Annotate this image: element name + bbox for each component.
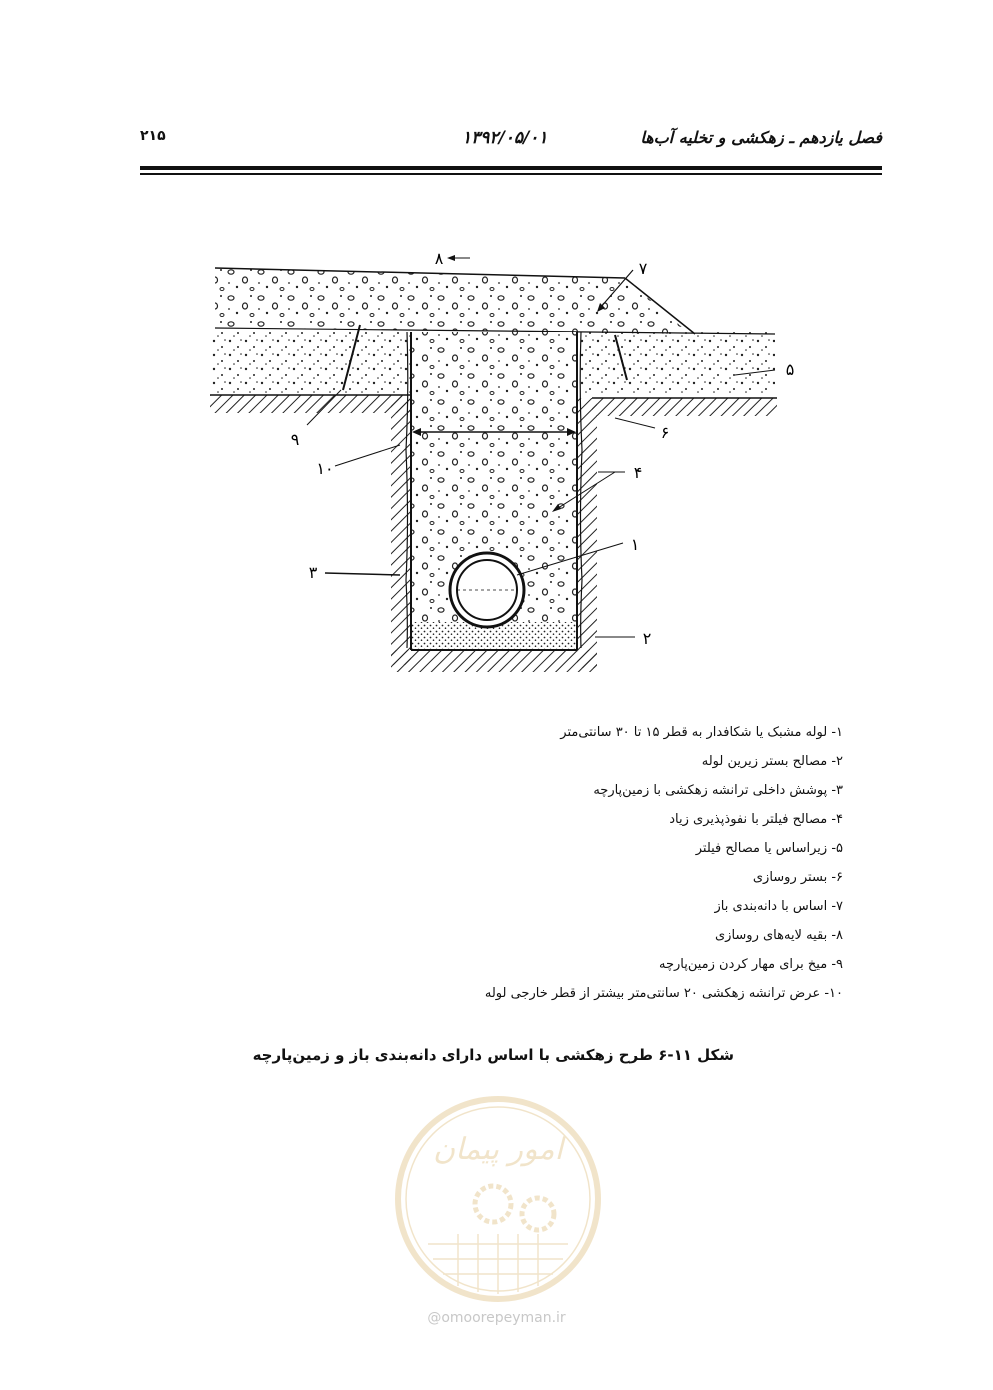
callout-1: ۱ <box>630 535 640 554</box>
legend-item: ۶- بستر روسازی <box>752 870 843 885</box>
legend-item: ۵- زیراساس یا مصالح فیلتر <box>695 841 843 856</box>
callout-10: ۱۰ <box>316 459 334 478</box>
page-header <box>140 128 882 158</box>
callout-8: ۸ <box>434 249 444 268</box>
legend-item: ۳- پوشش داخلی ترانشه زهکشی با زمین‌پارچه <box>593 783 843 798</box>
legend-item: ۱- لوله مشبک یا شکافدار به قطر ۱۵ تا ۳۰ سانتی‌متر <box>560 725 843 740</box>
watermark-url: @omoorepeyman.ir <box>427 1310 566 1326</box>
watermark-logo-text: امور پیمان <box>433 1132 563 1167</box>
figure-caption: شکل ۱۱-۶ طرح زهکشی با اساس دارای دانه‌بندی باز و زمین‌پارچه <box>252 1046 734 1064</box>
callout-6: ۶ <box>660 423 670 442</box>
legend-item: ۷- اساس با دانه‌بندی باز <box>714 899 843 914</box>
legend-item: ۱۰- عرض ترانشه زهکشی ۲۰ سانتی‌متر بیشتر از قطر خارجی لوله <box>484 986 843 1001</box>
watermark-logo <box>388 1094 608 1344</box>
legend-item: ۹- میخ برای مهار کردن زمین‌پارچه <box>658 957 843 972</box>
page-number: ۲۱۵ <box>140 128 166 144</box>
legend-item: ۸- بقیه لایه‌های روسازی <box>714 928 843 943</box>
chapter-title: فصل یازدهم ـ زهکشی و تخلیه آب‌ها <box>640 128 882 147</box>
legend-item: ۴- مصالح فیلتر با نفوذپذیری زیاد <box>669 812 843 827</box>
callout-7: ۷ <box>638 259 648 278</box>
header-rule-thick <box>140 166 882 170</box>
callout-9: ۹ <box>290 430 300 449</box>
trench-drain-diagram <box>195 240 820 680</box>
legend-item: ۲- مصالح بستر زیرین لوله <box>701 754 843 769</box>
callout-4: ۴ <box>633 463 643 482</box>
figure-legend <box>323 718 843 1008</box>
callout-3: ۳ <box>308 563 318 582</box>
header-date: ۱۳۹۲/۰۵/۰۱ <box>462 128 548 148</box>
header-rule-thin <box>140 173 882 175</box>
callout-2: ۲ <box>642 629 652 648</box>
callout-5: ۵ <box>785 360 795 379</box>
